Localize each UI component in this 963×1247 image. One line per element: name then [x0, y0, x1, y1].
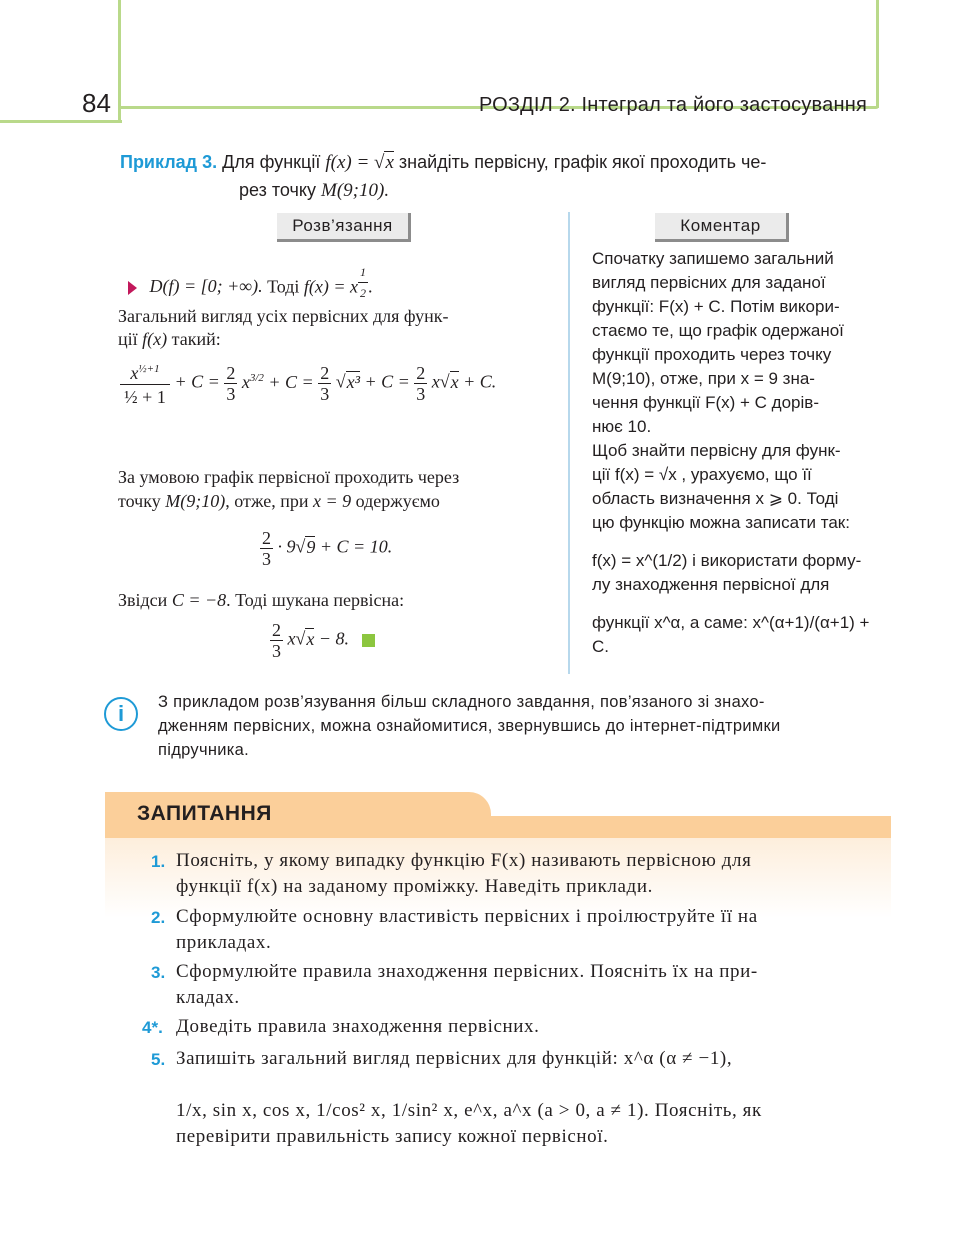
comment-line: Щоб знайти первісну для функ- — [592, 441, 841, 460]
comment-line: f(x) = x^(1/2) і використати форму- — [592, 551, 862, 570]
question-number: 2. — [151, 908, 166, 927]
comment-line: чення функції F(x) + C дорів- — [592, 393, 819, 412]
question-number: 1. — [151, 852, 166, 871]
solution-condition-2: точку M(9;10), отже, при x = 9 одержуємо — [118, 491, 440, 511]
questions-header — [105, 792, 891, 838]
comment-line: нює 10. — [592, 417, 652, 436]
comment-line: функції проходить через точку — [592, 345, 832, 364]
comment-line: ції f(x) = √x , урахуємо, що її — [592, 465, 812, 484]
solution-formula: $\frac{x^{\frac{1}{2}+1}}{\text{½ + 1}}$ + C = $\frac{2}{3}$ $x^{3/2} + C$ = $\frac{2}{3}$ √x³ + C = $\frac{2}{3}$ x√x + C. — [120, 358, 496, 409]
tab-comment: Коментар — [655, 213, 789, 242]
arrow-icon — [128, 281, 137, 295]
comment-line: область визначення x ⩾ 0. Тоді — [592, 489, 839, 508]
info-text: З прикладом розв’язування більш складного завдання, пов’язаного зі знахо- дженням первісних, можна ознайомитися, звернувшись до інтернет-підтримки підручника. — [158, 693, 781, 759]
comment-line: лу знаходження первісної для — [592, 575, 830, 594]
solution-equation: $\frac{2}{3}$ · 9√9 + C = 10. — [262, 528, 393, 569]
header-frame-right — [876, 0, 879, 108]
comment-line: стаємо те, що графік одержаної — [592, 321, 844, 340]
solution-then: Звідси C = −8. Тоді шукана первісна: — [118, 590, 405, 610]
comment-line: Спочатку запишемо загальний — [592, 249, 834, 268]
example-statement-2 — [239, 180, 389, 202]
tab-solution: Розв’язання — [277, 213, 411, 242]
question-number: 3. — [151, 963, 166, 982]
solution-general-2: ції f(x) такий: — [118, 329, 221, 349]
comment-text — [592, 247, 882, 659]
header-frame-left — [118, 0, 121, 122]
question-2: Сформулюйте основну властивість первісних і проілюструйте її на прикладах. — [176, 906, 758, 953]
example-statement — [120, 152, 766, 174]
example-label: Приклад 3. — [120, 152, 218, 172]
comment-line: функції: F(x) + C. Потім викори- — [592, 297, 840, 316]
comment-line: цю функцію можна записати так: — [592, 513, 850, 532]
question-5: Запишіть загальний вигляд первісних для функцій: x^α (α ≠ −1), 1/x, sin x, cos x, 1/cos² x, 1/sin² x, e^x, a^x (a > 0, a ≠ 1). Поясніть, як перевірити правильність запису кожної первісної. — [176, 1048, 762, 1147]
page-number: 84 — [82, 88, 111, 118]
header-frame-bottom-left — [0, 120, 122, 123]
comment-line: функції x^α, а саме: x^(α+1)/(α+1) + C. — [592, 613, 870, 656]
question-3: Сформулюйте правила знаходження первісних. Поясніть їх на при- кладах. — [176, 961, 758, 1008]
info-icon: i — [104, 697, 138, 731]
solution-answer: $\frac{2}{3}$ x√x − 8. — [270, 620, 375, 661]
example-text-3: рез точку — [239, 180, 316, 200]
comment-line: M(9;10), отже, при x = 9 зна- — [592, 369, 815, 388]
question-4: Доведіть правила знаходження первісних. — [176, 1016, 540, 1037]
solution-condition-1: За умовою графік первісної проходить через — [118, 467, 460, 487]
question-number: 5. — [151, 1050, 166, 1069]
questions-title: ЗАПИТАННЯ — [137, 802, 272, 825]
example-text-2: знайдіть первісну, графік якої проходить че- — [398, 152, 767, 172]
chapter-title: РОЗДІЛ 2. Інтеграл та його застосування — [478, 94, 867, 116]
end-of-solution-square — [362, 634, 375, 647]
example-text: Для функції — [222, 152, 321, 172]
question-number: 4*. — [142, 1018, 163, 1037]
comment-line: вигляд первісних для заданої — [592, 273, 826, 292]
example-point: M(9;10). — [321, 180, 390, 201]
question-1: Поясніть, у якому випадку функцію F(x) називають первісною для функції f(x) на заданому проміжку. Наведіть приклади. — [176, 850, 752, 897]
column-divider — [568, 212, 570, 674]
solution-general-1: Загальний вигляд усіх первісних для функ- — [118, 306, 449, 326]
example-function: f(x) = √x — [325, 152, 394, 173]
solution-domain: D(f) = [0; +∞). Тоді f(x) = x $^{\frac{1}{2}}$ . — [128, 262, 373, 303]
